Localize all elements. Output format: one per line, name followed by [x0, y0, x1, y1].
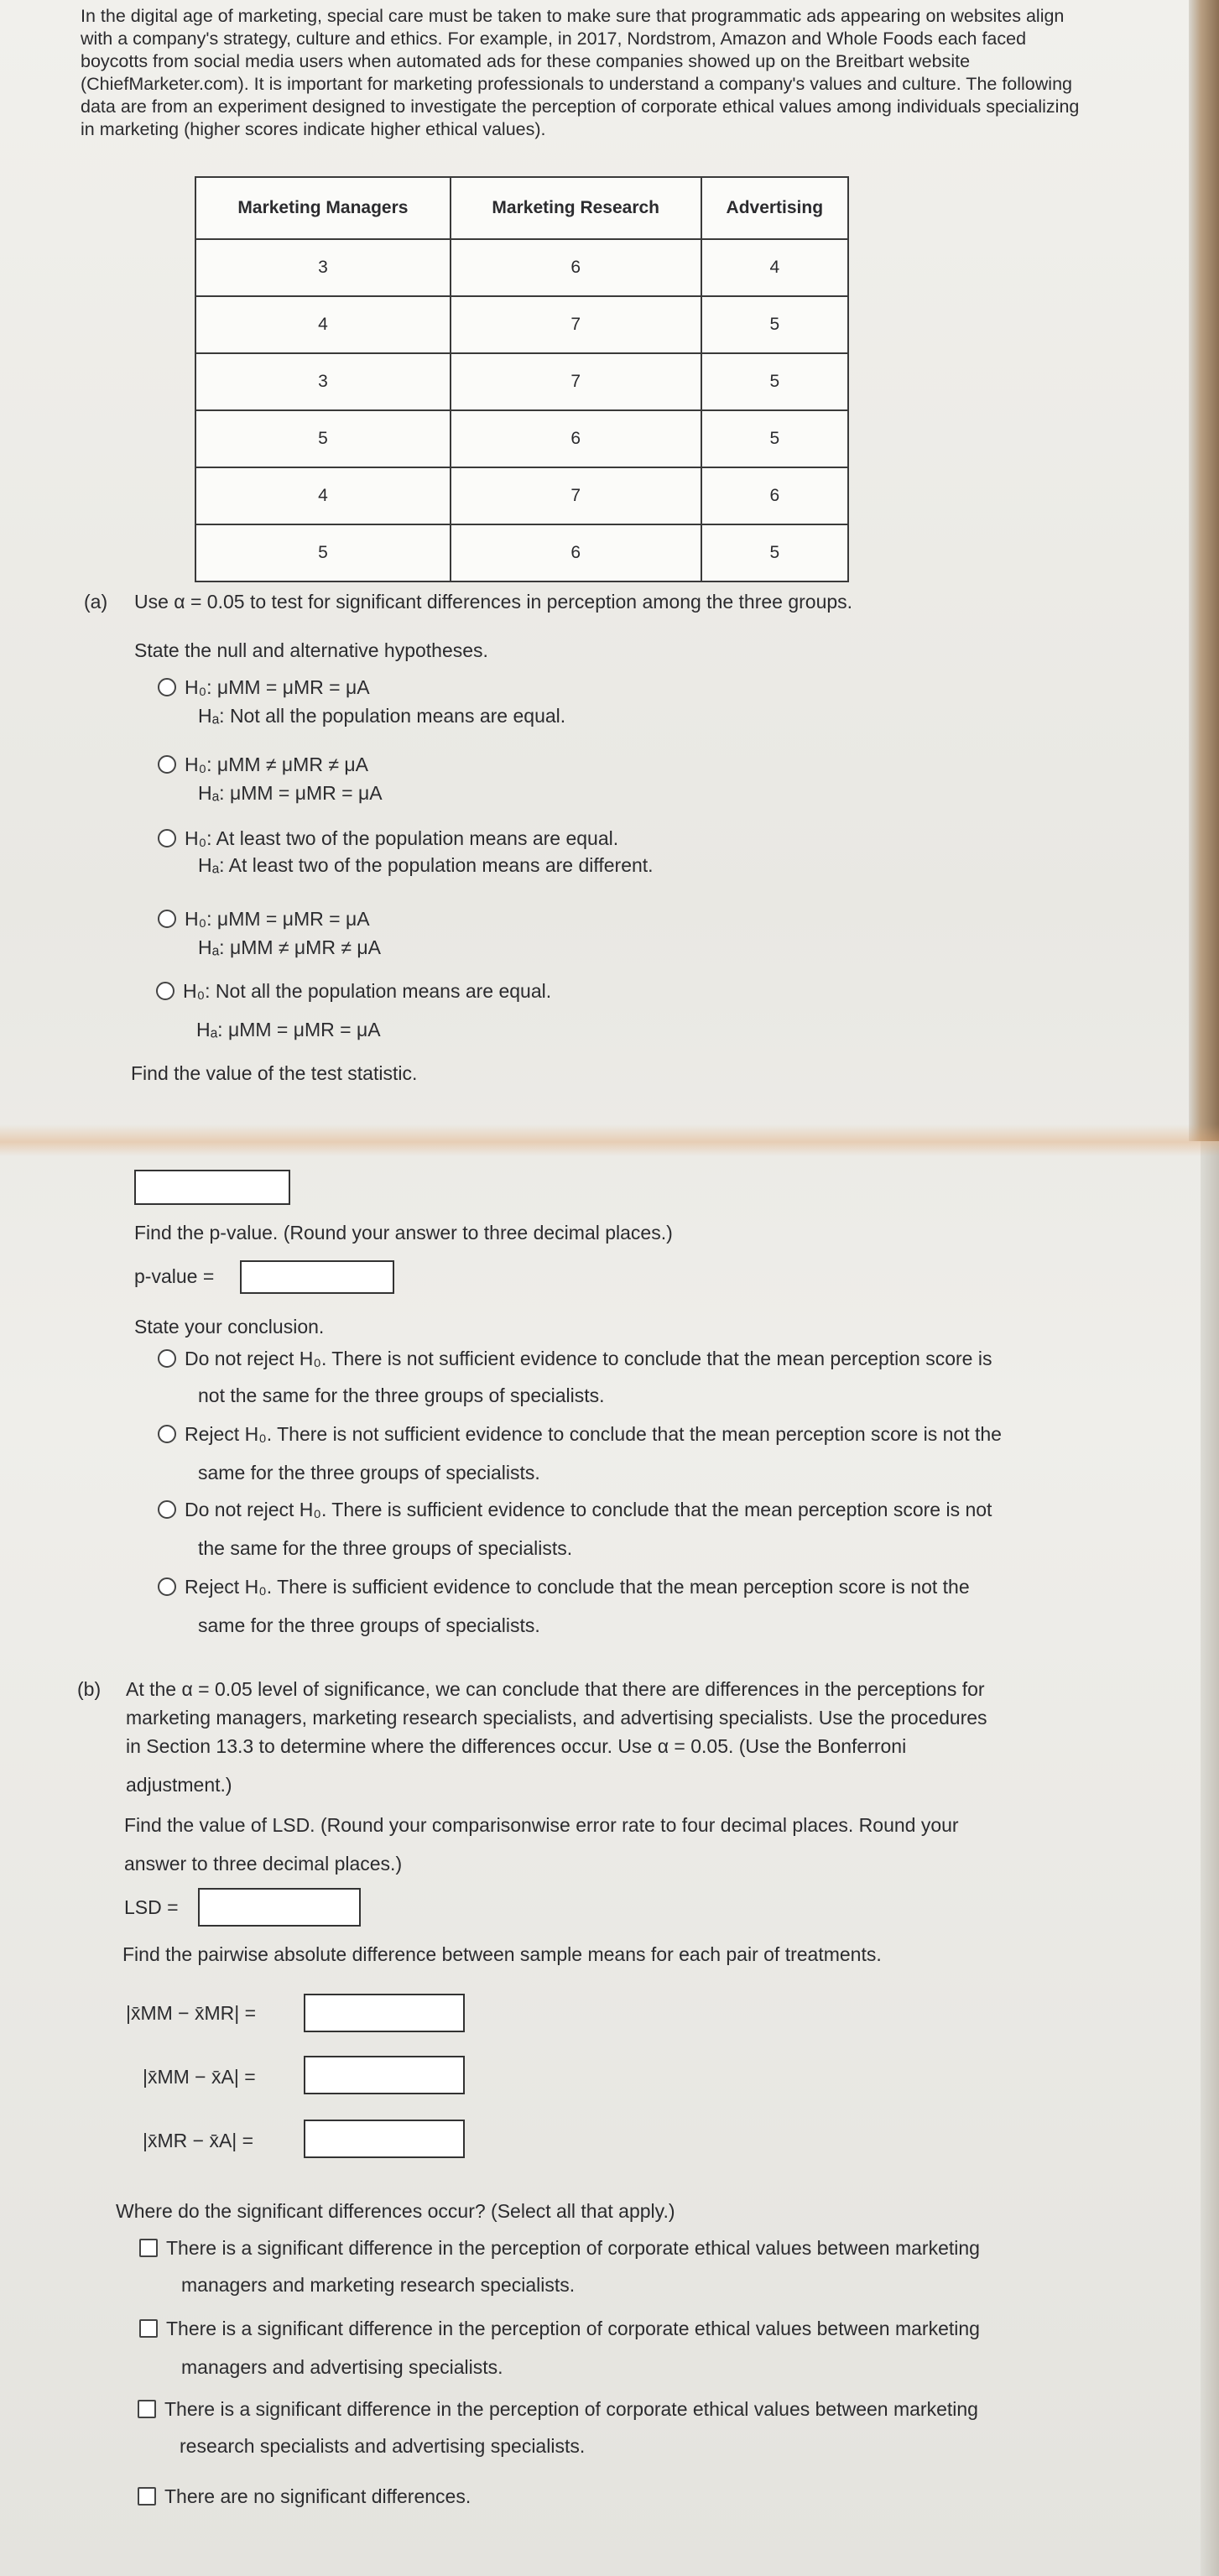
- table-cell: 7: [451, 467, 701, 524]
- lsd-input[interactable]: [198, 1888, 361, 1927]
- pvalue-input[interactable]: [240, 1260, 394, 1294]
- hypothesis-option-1[interactable]: [158, 675, 370, 700]
- sig-option-text: There is a significant difference in the perception of corporate ethical values between marketing: [164, 2398, 978, 2420]
- sig-option-text-cont: managers and marketing research specialists.: [181, 2274, 576, 2296]
- checkbox-icon[interactable]: [138, 2487, 156, 2506]
- conclusion-text-cont: same for the three groups of specialists.: [198, 1462, 540, 1484]
- header-marketing-research: Marketing Research: [451, 177, 701, 239]
- conclusion-prompt: State your conclusion.: [134, 1316, 325, 1338]
- table-cell: 6: [451, 410, 701, 467]
- pair-mm-a-label: |x̄MM − x̄A| =: [143, 2066, 256, 2088]
- page-fold: [0, 1124, 1219, 1156]
- significance-prompt: Where do the significant differences occur? (Select all that apply.): [116, 2200, 675, 2222]
- part-b-prompt-line4: adjustment.): [126, 1774, 232, 1796]
- radio-icon[interactable]: [158, 1349, 176, 1368]
- table-cell: 4: [195, 296, 451, 353]
- table-row: [195, 410, 848, 467]
- table-cell: 3: [195, 353, 451, 410]
- sig-option-4[interactable]: [138, 2484, 471, 2509]
- conclusion-text-cont: not the same for the three groups of specialists.: [198, 1384, 605, 1406]
- hypothesis-h0: H₀: Not all the population means are equal.: [183, 980, 552, 1002]
- part-b-prompt-line3: in Section 13.3 to determine where the differences occur. Use α = 0.05. (Use the Bonferroni: [126, 1735, 907, 1757]
- page-edge: [1189, 0, 1219, 1141]
- pair-mm-a-input[interactable]: [304, 2056, 465, 2094]
- test-statistic-input[interactable]: [134, 1170, 290, 1205]
- hypothesis-ha: Hₐ: μMM ≠ μMR ≠ μA: [198, 936, 381, 958]
- table-cell: 7: [451, 353, 701, 410]
- table-cell: 7: [451, 296, 701, 353]
- page-edge-lower: [1201, 1141, 1219, 2576]
- hypothesis-option-4[interactable]: [158, 906, 370, 931]
- radio-icon[interactable]: [158, 1425, 176, 1443]
- hypothesis-ha: Hₐ: Not all the population means are equal.: [198, 705, 566, 727]
- hypothesis-ha: Hₐ: μMM = μMR = μA: [196, 1019, 381, 1040]
- lsd-label: LSD =: [124, 1896, 179, 1918]
- radio-icon[interactable]: [158, 910, 176, 928]
- data-table: [195, 176, 849, 582]
- test-statistic-prompt: Find the value of the test statistic.: [131, 1062, 418, 1084]
- table-row: [195, 467, 848, 524]
- conclusion-option-3[interactable]: [158, 1497, 992, 1522]
- checkbox-icon[interactable]: [139, 2319, 158, 2338]
- sig-option-text: There is a significant difference in the perception of corporate ethical values between marketing: [166, 2318, 980, 2339]
- pairwise-prompt: Find the pairwise absolute difference between sample means for each pair of treatments.: [122, 1943, 882, 1965]
- sig-option-text: There is a significant difference in the perception of corporate ethical values between marketing: [166, 2237, 980, 2259]
- conclusion-text: Reject H₀. There is not sufficient evidence to conclude that the mean perception score is not the: [185, 1423, 1002, 1445]
- table-cell: 5: [701, 296, 848, 353]
- pair-mm-mr-label: |x̄MM − x̄MR| =: [126, 2002, 257, 2024]
- table-cell: 5: [195, 410, 451, 467]
- conclusion-text-cont: the same for the three groups of specialists.: [198, 1537, 573, 1559]
- table-row: [195, 353, 848, 410]
- table-cell: 5: [701, 524, 848, 581]
- table-cell: 5: [701, 410, 848, 467]
- radio-icon[interactable]: [156, 982, 175, 1000]
- conclusion-option-2[interactable]: [158, 1421, 1002, 1447]
- pair-mr-a-label: |x̄MR − x̄A| =: [143, 2130, 254, 2151]
- hypothesis-ha: Hₐ: μMM = μMR = μA: [198, 782, 383, 804]
- conclusion-text-cont: same for the three groups of specialists.: [198, 1614, 540, 1636]
- radio-icon[interactable]: [158, 1577, 176, 1596]
- hypothesis-ha: Hₐ: At least two of the population means are different.: [198, 854, 654, 876]
- conclusion-text: Do not reject H₀. There is sufficient evidence to conclude that the mean perception score is not: [185, 1499, 992, 1520]
- table-cell: 3: [195, 239, 451, 296]
- hypothesis-option-5[interactable]: [156, 978, 551, 1004]
- part-b-prompt: At the α = 0.05 level of significance, we can conclude that there are differences in the perceptions for: [126, 1678, 985, 1700]
- sig-option-2[interactable]: [139, 2316, 980, 2341]
- pvalue-label: p-value =: [134, 1265, 215, 1287]
- table-cell: 6: [451, 239, 701, 296]
- table-cell: 4: [701, 239, 848, 296]
- conclusion-option-4[interactable]: [158, 1574, 970, 1599]
- sig-option-text: There are no significant differences.: [164, 2485, 471, 2507]
- checkbox-icon[interactable]: [138, 2400, 156, 2418]
- sig-option-text-cont: managers and advertising specialists.: [181, 2356, 503, 2378]
- table-cell: 6: [701, 467, 848, 524]
- part-b-label: (b): [77, 1678, 102, 1700]
- conclusion-option-1[interactable]: [158, 1346, 992, 1371]
- sig-option-3[interactable]: [138, 2396, 978, 2422]
- part-a-label: (a): [84, 591, 108, 613]
- sig-option-1[interactable]: [139, 2235, 980, 2261]
- table-row: [195, 524, 848, 581]
- conclusion-text: Reject H₀. There is sufficient evidence to conclude that the mean perception score is not the: [185, 1576, 970, 1598]
- lsd-prompt: Find the value of LSD. (Round your comparisonwise error rate to four decimal places. Round your: [124, 1814, 959, 1836]
- pvalue-prompt: Find the p-value. (Round your answer to three decimal places.): [134, 1222, 673, 1244]
- table-cell: 5: [195, 524, 451, 581]
- radio-icon[interactable]: [158, 829, 176, 847]
- checkbox-icon[interactable]: [139, 2239, 158, 2257]
- conclusion-text: Do not reject H₀. There is not sufficient evidence to conclude that the mean perception score is: [185, 1348, 992, 1369]
- radio-icon[interactable]: [158, 755, 176, 774]
- table-cell: 5: [701, 353, 848, 410]
- table-row: [195, 239, 848, 296]
- hypothesis-h0: H₀: μMM = μMR = μA: [185, 908, 370, 930]
- table-cell: 6: [451, 524, 701, 581]
- pair-mr-a-input[interactable]: [304, 2120, 465, 2158]
- hypothesis-option-2[interactable]: [158, 752, 368, 777]
- sig-option-text-cont: research specialists and advertising specialists.: [180, 2435, 586, 2457]
- part-a-prompt: Use α = 0.05 to test for significant differences in perception among the three groups.: [134, 591, 853, 613]
- part-b-prompt-line2: marketing managers, marketing research specialists, and advertising specialists. Use the procedures: [126, 1707, 987, 1729]
- intro-paragraph: In the digital age of marketing, special care must be taken to make sure that programmatic ads appearing on websites align with a company's strategy, culture and ethics. For example, in 2017, Nordstrom, Amazon and Whole Foods each faced boycotts from social media users when automated ads for these companies showed up on the Breitbart website (ChiefMarketer.com). It is important for marketing professionals to understand a company's values and culture. The following data are from an experiment designed to investigate the perception of corporate ethical values among individuals specializing in marketing (higher scores indicate higher ethical values).: [81, 6, 1080, 139]
- header-advertising: Advertising: [701, 177, 848, 239]
- lsd-prompt-line2: answer to three decimal places.): [124, 1853, 403, 1875]
- hypothesis-option-3[interactable]: [158, 826, 618, 851]
- hypotheses-prompt: State the null and alternative hypotheses.: [134, 639, 488, 661]
- hypothesis-h0: H₀: μMM = μMR = μA: [185, 676, 370, 698]
- table-row: [195, 296, 848, 353]
- radio-icon[interactable]: [158, 678, 176, 696]
- table-cell: 4: [195, 467, 451, 524]
- hypothesis-h0: H₀: At least two of the population means are equal.: [185, 827, 619, 849]
- pair-mm-mr-input[interactable]: [304, 1994, 465, 2032]
- radio-icon[interactable]: [158, 1500, 176, 1519]
- header-marketing-managers: Marketing Managers: [195, 177, 451, 239]
- hypothesis-h0: H₀: μMM ≠ μMR ≠ μA: [185, 754, 368, 775]
